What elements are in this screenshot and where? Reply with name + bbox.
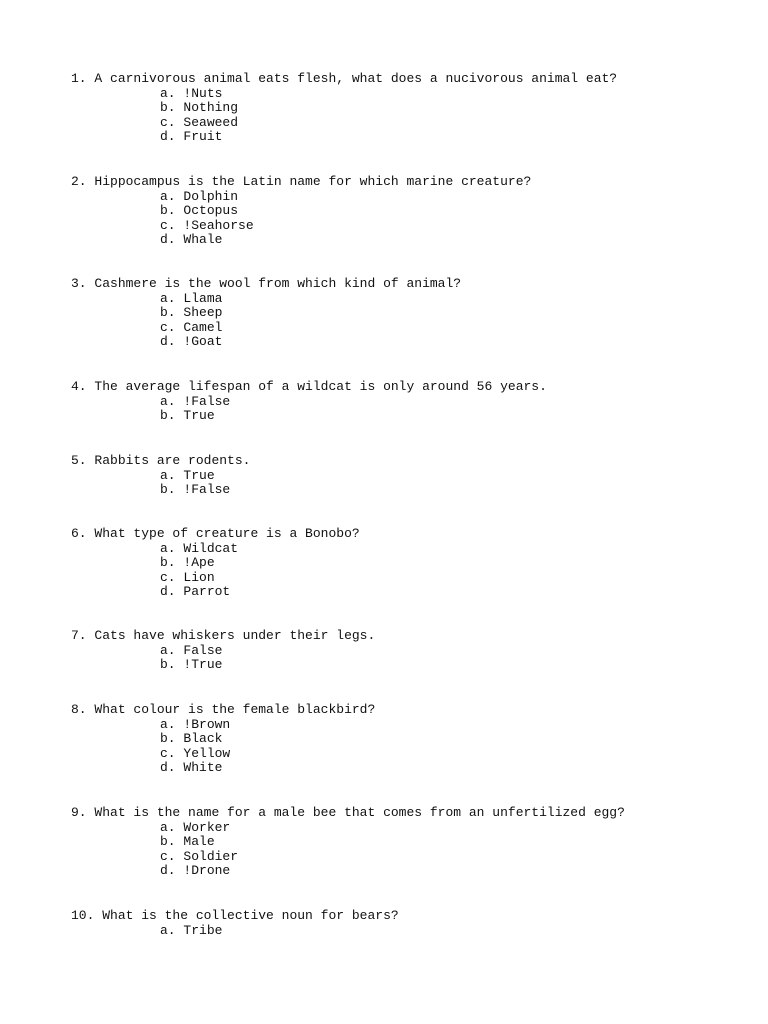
option-item <box>71 233 751 248</box>
option-text: Wildcat <box>183 540 239 556</box>
option-item <box>71 116 751 131</box>
question-text <box>71 629 751 644</box>
option-text: Lion <box>183 569 215 585</box>
question-10 <box>71 909 751 938</box>
option-item <box>71 190 751 205</box>
option-letter: d. <box>160 760 176 776</box>
option-text: !Nuts <box>183 85 223 101</box>
option-item <box>71 306 751 321</box>
question-5 <box>71 454 751 498</box>
question-prompt: What is the name for a male bee that comes from an unfertilized egg? <box>94 805 625 820</box>
option-item <box>71 835 751 850</box>
option-list <box>71 292 751 350</box>
option-item <box>71 87 751 102</box>
option-item <box>71 469 751 484</box>
option-letter: a. <box>160 819 176 835</box>
option-letter: a. <box>160 922 176 938</box>
question-prompt: The average lifespan of a wildcat is only around 56 years. <box>94 379 547 394</box>
question-text <box>71 380 751 395</box>
option-item <box>71 395 751 410</box>
option-text: Soldier <box>183 848 239 864</box>
option-text: Black <box>183 731 223 747</box>
option-item <box>71 718 751 733</box>
question-prompt: What colour is the female blackbird? <box>94 702 376 717</box>
option-letter: a. <box>160 642 176 658</box>
option-letter: d. <box>160 863 176 879</box>
option-list <box>71 718 751 776</box>
option-item <box>71 658 751 673</box>
option-item <box>71 409 751 424</box>
question-prompt: Rabbits are rodents. <box>94 453 251 468</box>
option-letter: c. <box>160 319 176 335</box>
question-4 <box>71 380 751 424</box>
option-text: Male <box>183 834 215 850</box>
option-list <box>71 469 751 498</box>
option-item <box>71 732 751 747</box>
option-text: Tribe <box>183 922 223 938</box>
question-number: 8. <box>71 702 87 717</box>
question-number: 9. <box>71 805 87 820</box>
option-item <box>71 864 751 879</box>
question-number: 6. <box>71 526 87 541</box>
question-1 <box>71 72 751 145</box>
option-item <box>71 585 751 600</box>
option-text: !Ape <box>183 555 215 571</box>
option-list <box>71 821 751 879</box>
option-text: Camel <box>183 319 223 335</box>
question-7 <box>71 629 751 673</box>
question-2 <box>71 175 751 248</box>
option-item <box>71 219 751 234</box>
option-item <box>71 761 751 776</box>
option-text: White <box>183 760 223 776</box>
option-text: Worker <box>183 819 231 835</box>
option-letter: c. <box>160 114 176 130</box>
option-letter: b. <box>160 482 176 498</box>
option-item <box>71 204 751 219</box>
question-text <box>71 454 751 469</box>
question-text <box>71 72 751 87</box>
option-text: !Seahorse <box>183 217 254 233</box>
option-text: True <box>183 467 215 483</box>
question-6 <box>71 527 751 600</box>
option-letter: c. <box>160 745 176 761</box>
option-letter: d. <box>160 129 176 145</box>
option-item <box>71 644 751 659</box>
option-letter: b. <box>160 100 176 116</box>
option-text: Parrot <box>183 584 231 600</box>
option-letter: b. <box>160 203 176 219</box>
option-text: Fruit <box>183 129 223 145</box>
option-item <box>71 571 751 586</box>
option-letter: c. <box>160 217 176 233</box>
option-text: Octopus <box>183 203 239 219</box>
option-letter: b. <box>160 834 176 850</box>
option-list <box>71 190 751 248</box>
option-text: False <box>183 642 223 658</box>
question-text <box>71 703 751 718</box>
option-text: !Drone <box>183 863 231 879</box>
option-letter: b. <box>160 555 176 571</box>
option-letter: a. <box>160 540 176 556</box>
option-list <box>71 644 751 673</box>
question-8 <box>71 703 751 776</box>
option-letter: a. <box>160 393 176 409</box>
option-letter: a. <box>160 467 176 483</box>
question-text <box>71 277 751 292</box>
option-list <box>71 87 751 145</box>
question-prompt: Cashmere is the wool from which kind of animal? <box>94 276 462 291</box>
option-text: !True <box>183 657 223 673</box>
question-prompt: Cats have whiskers under their legs. <box>94 628 376 643</box>
option-item <box>71 335 751 350</box>
option-text: Nothing <box>183 100 239 116</box>
option-text: Sheep <box>183 305 223 321</box>
option-item <box>71 483 751 498</box>
option-list <box>71 542 751 600</box>
option-text: Llama <box>183 290 223 306</box>
option-letter: b. <box>160 657 176 673</box>
option-item <box>71 321 751 336</box>
option-text: Dolphin <box>183 188 239 204</box>
option-item <box>71 292 751 307</box>
option-item <box>71 850 751 865</box>
option-letter: a. <box>160 85 176 101</box>
option-item <box>71 542 751 557</box>
option-item <box>71 556 751 571</box>
question-prompt: A carnivorous animal eats flesh, what does a nucivorous animal eat? <box>94 71 618 86</box>
option-text: !False <box>183 393 231 409</box>
question-text <box>71 909 751 924</box>
option-text: !Brown <box>183 716 231 732</box>
option-letter: d. <box>160 334 176 350</box>
option-list <box>71 395 751 424</box>
option-text: Whale <box>183 232 223 248</box>
option-letter: a. <box>160 290 176 306</box>
question-3 <box>71 277 751 350</box>
option-item <box>71 747 751 762</box>
question-text <box>71 806 751 821</box>
option-letter: c. <box>160 569 176 585</box>
option-list <box>71 924 751 939</box>
option-text: !False <box>183 482 231 498</box>
option-item <box>71 101 751 116</box>
question-number: 3. <box>71 276 87 291</box>
option-letter: d. <box>160 232 176 248</box>
question-number: 1. <box>71 71 87 86</box>
option-letter: a. <box>160 716 176 732</box>
option-text: !Goat <box>183 334 223 350</box>
option-item <box>71 821 751 836</box>
question-number: 10. <box>71 908 95 923</box>
question-text <box>71 175 751 190</box>
option-item <box>71 924 751 939</box>
question-prompt: What type of creature is a Bonobo? <box>94 526 360 541</box>
option-letter: b. <box>160 305 176 321</box>
option-letter: a. <box>160 188 176 204</box>
option-text: True <box>183 408 215 424</box>
option-letter: b. <box>160 731 176 747</box>
option-letter: c. <box>160 848 176 864</box>
question-number: 5. <box>71 453 87 468</box>
option-letter: d. <box>160 584 176 600</box>
question-number: 2. <box>71 174 87 189</box>
option-item <box>71 130 751 145</box>
question-prompt: Hippocampus is the Latin name for which marine creature? <box>94 174 532 189</box>
option-text: Yellow <box>183 745 231 761</box>
question-prompt: What is the collective noun for bears? <box>102 908 399 923</box>
question-number: 7. <box>71 628 87 643</box>
option-text: Seaweed <box>183 114 239 130</box>
question-text <box>71 527 751 542</box>
question-number: 4. <box>71 379 87 394</box>
option-letter: b. <box>160 408 176 424</box>
question-9 <box>71 806 751 879</box>
